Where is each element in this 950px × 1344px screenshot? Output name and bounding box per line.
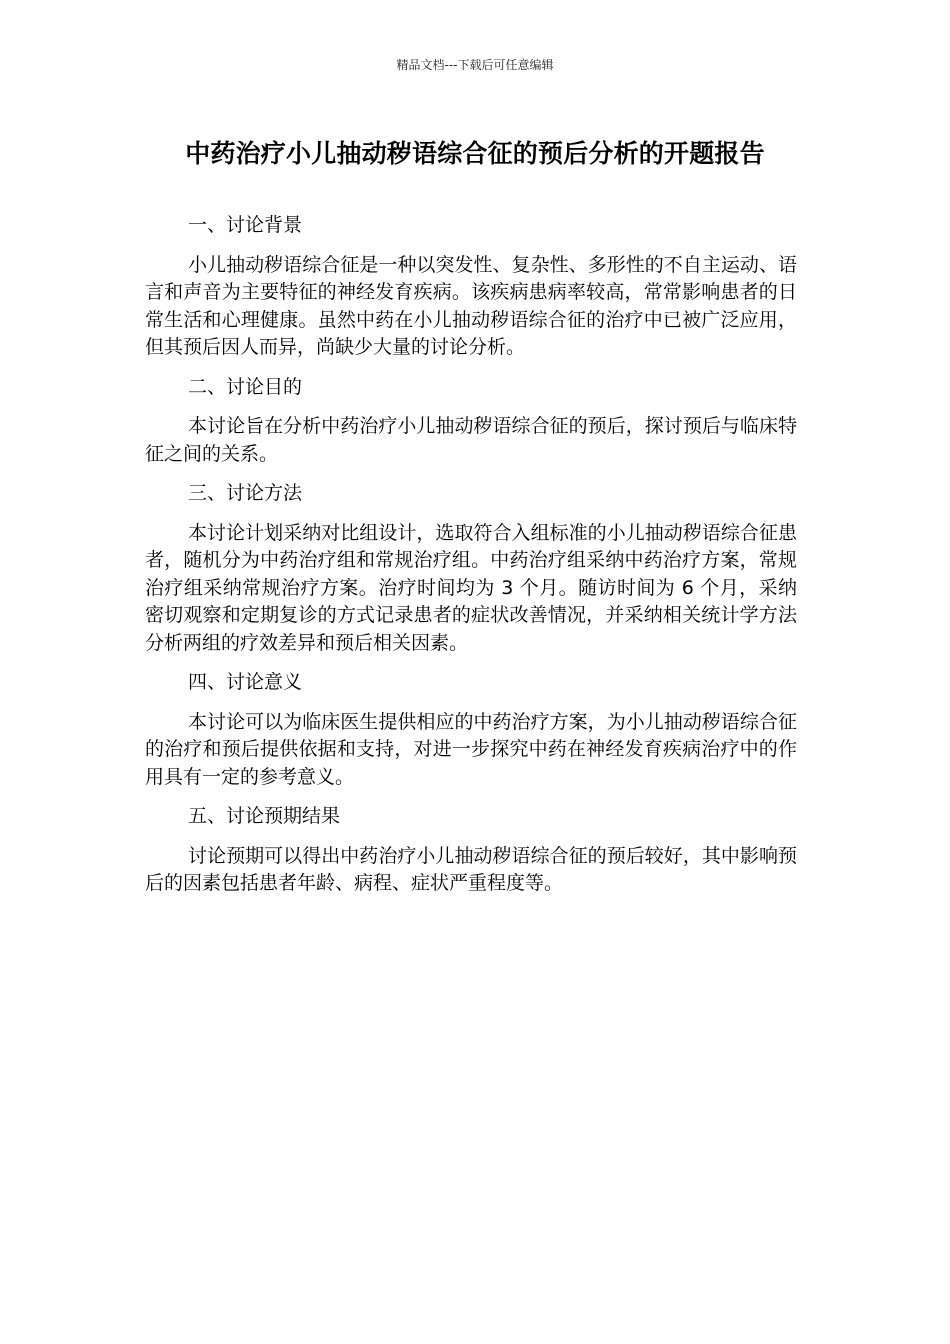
- section-heading-background: 一、讨论背景: [188, 214, 303, 236]
- header-note: 精品文档---下载后可任意编辑: [396, 58, 554, 72]
- document-body: [145, 212, 797, 910]
- section-text-expected-results: 讨论预期可以得出中药治疗小儿抽动秽语综合征的预后较好，其中影响预后的因素包括患者年龄、病程、症状严重程度等。: [145, 844, 797, 894]
- document-title: 中药治疗小儿抽动秽语综合征的预后分析的开题报告: [185, 139, 765, 168]
- section-heading-significance: 四、讨论意义: [188, 671, 303, 693]
- section-text-background: 小儿抽动秽语综合征是一种以突发性、复杂性、多形性的不自主运动、语言和声音为主要特征的神经发育疾病。该疾病患病率较高，常常影响患者的日常生活和心理健康。虽然中药在小儿抽动秽语综合征的治疗中已被广泛应用，但其预后因人而异，尚缺少大量的讨论分析。: [145, 253, 797, 358]
- section-heading-purpose: 二、讨论目的: [188, 375, 303, 398]
- section-heading-expected-results: 五、讨论预期结果: [188, 805, 341, 827]
- section-heading-methods: 三、讨论方法: [188, 482, 303, 504]
- section-text-significance: 本讨论可以为临床医生提供相应的中药治疗方案，为小儿抽动秽语综合征的治疗和预后提供依据和支持，对进一步探究中药在神经发育疾病治疗中的作用具有一定的参考意义。: [145, 710, 797, 788]
- section-text-methods: 本讨论计划采纳对比组设计，选取符合入组标准的小儿抽动秽语综合征患者，随机分为中药治疗组和常规治疗组。中药治疗组采纳中药治疗方案，常规治疗组采纳常规治疗方案。治疗时间均为 3 个月。随访时间为 6 个月，采纳密切观察和定期复诊的方式记录患者的症状改善情况，并采纳相关统计学方法分析两组的疗效差异和预后相关因素。: [145, 521, 797, 654]
- section-text-purpose: 本讨论旨在分析中药治疗小儿抽动秽语综合征的预后，探讨预后与临床特征之间的关系。: [145, 415, 797, 465]
